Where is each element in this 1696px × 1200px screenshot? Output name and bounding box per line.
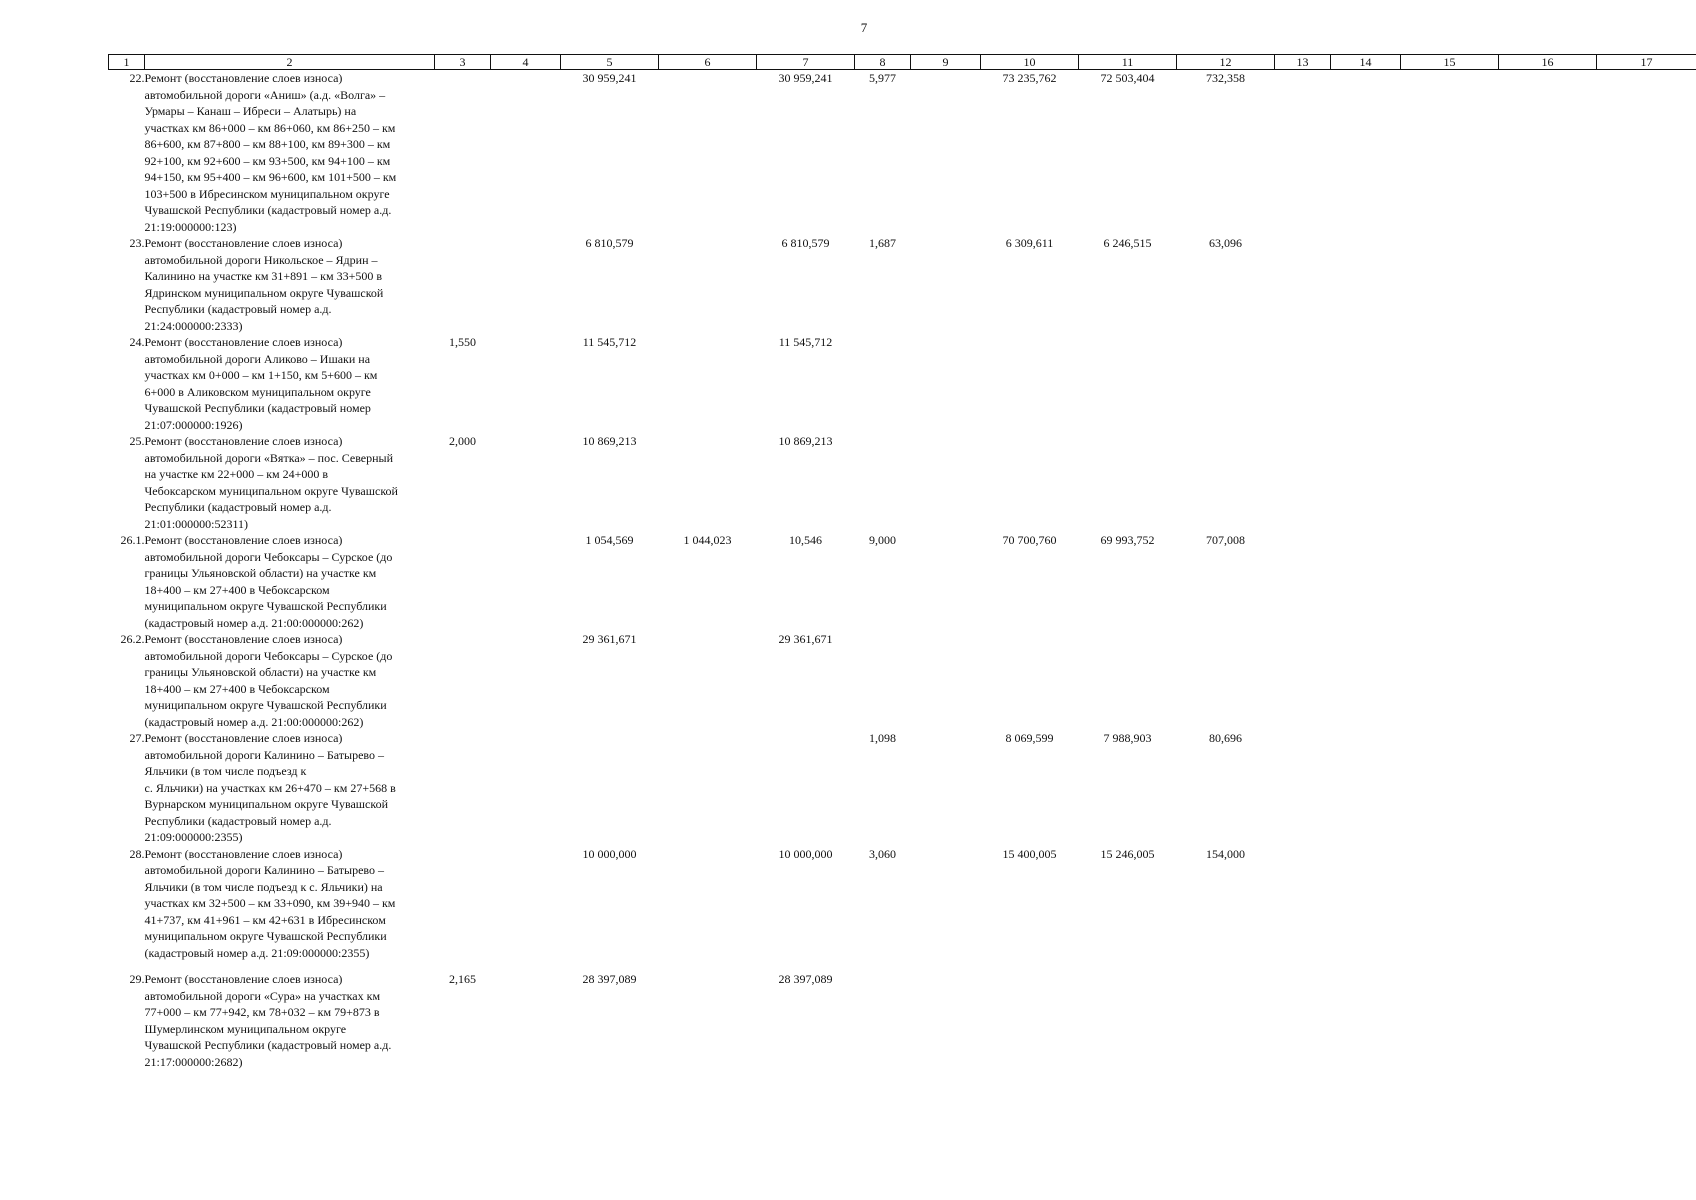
description-line: муниципальном округе Чувашской Республики <box>144 599 387 613</box>
cell-c9 <box>911 433 981 532</box>
empty-cell <box>1275 846 1331 962</box>
cell-c6 <box>659 971 757 1070</box>
empty-cell <box>1331 235 1401 334</box>
description-line: Яльчики (в том числе подъезд к <box>144 764 307 778</box>
col-header: 10 <box>981 55 1079 70</box>
cell-c4 <box>491 730 561 846</box>
row-number: 28. <box>129 846 145 861</box>
description-line: (кадастровый номер а.д. 21:00:000000:262) <box>144 615 364 630</box>
cell-c9 <box>911 971 981 1070</box>
col-header: 14 <box>1331 55 1401 70</box>
row-description <box>145 730 435 846</box>
cell-c7: 29 361,671 <box>778 632 833 646</box>
cell-c12 <box>1177 433 1275 532</box>
cell-c4 <box>491 334 561 433</box>
row-number: 22. <box>129 71 145 85</box>
empty-cell <box>1597 433 1696 532</box>
empty-cell <box>1597 532 1696 631</box>
row-description <box>145 532 435 631</box>
row-description <box>145 235 435 334</box>
cell-c10 <box>981 334 1079 433</box>
description-line: автомобильной дороги Чебоксары – Сурское (до <box>144 549 393 564</box>
cell-c12 <box>1177 334 1275 433</box>
cell-c10 <box>981 433 1079 532</box>
description-line: Ремонт (восстановление слоев износа) <box>144 533 343 547</box>
description-line: Республики (кадастровый номер а.д. <box>144 302 332 316</box>
cell-c10: 15 400,005 <box>1002 846 1057 861</box>
description-line: 18+400 – км 27+400 в Чебоксарском <box>144 582 330 597</box>
empty-cell <box>1401 846 1499 962</box>
table-row <box>109 971 1696 1070</box>
cell-c3: 2,000 <box>449 434 476 448</box>
description-line: 18+400 – км 27+400 в Чебоксарском <box>144 681 330 696</box>
cell-c5: 28 397,089 <box>582 972 637 986</box>
col-header: 17 <box>1597 55 1696 70</box>
description-line: Республики (кадастровый номер а.д. <box>144 500 332 514</box>
cell-c12: 63,096 <box>1209 236 1242 250</box>
description-line: 21:01:000000:52311) <box>144 516 249 531</box>
col-header: 5 <box>561 55 659 70</box>
empty-cell <box>1331 730 1401 846</box>
cell-c10 <box>981 631 1079 730</box>
empty-cell <box>1275 70 1331 236</box>
table-row <box>109 70 1696 236</box>
table-row <box>109 730 1696 846</box>
row-spacer <box>109 961 1696 971</box>
col-header: 8 <box>855 55 911 70</box>
description-line: 21:09:000000:2355) <box>144 830 243 844</box>
row-description <box>145 433 435 532</box>
description-line: Шумерлинском муниципальном округе <box>144 1021 347 1036</box>
cell-c7: 30 959,241 <box>778 71 833 85</box>
empty-cell <box>1597 334 1696 433</box>
description-line: автомобильной дороги Чебоксары – Сурское (до <box>144 648 393 663</box>
empty-cell <box>1331 532 1401 631</box>
empty-cell <box>1275 532 1331 631</box>
description-line: Ремонт (восстановление слоев износа) <box>144 972 343 986</box>
empty-cell <box>1499 334 1597 433</box>
empty-cell <box>1597 730 1696 846</box>
description-line: автомобильной дороги Аликово – Ишаки на <box>144 351 371 366</box>
cell-c8 <box>855 971 911 1070</box>
empty-cell <box>1401 730 1499 846</box>
description-line: Ремонт (восстановление слоев износа) <box>144 434 343 448</box>
cell-c12: 707,008 <box>1206 533 1245 547</box>
cell-c3 <box>435 235 491 334</box>
row-number: 27. <box>129 731 145 745</box>
cell-c5: 11 545,712 <box>582 335 637 349</box>
empty-cell <box>1331 971 1401 1070</box>
empty-cell <box>1597 971 1696 1070</box>
description-line: (кадастровый номер а.д. 21:09:000000:2355) <box>144 945 370 960</box>
cell-c7: 11 545,712 <box>778 335 833 349</box>
col-header: 6 <box>659 55 757 70</box>
cell-c8: 1,687 <box>869 236 896 250</box>
description-line: 21:07:000000:1926) <box>144 417 243 432</box>
empty-cell <box>1499 971 1597 1070</box>
description-line: автомобильной дороги Калинино – Батырево – <box>144 863 385 877</box>
cell-c5: 30 959,241 <box>582 71 637 85</box>
cell-c8: 5,977 <box>869 71 896 85</box>
data-table <box>108 54 1696 1070</box>
empty-cell <box>1275 631 1331 730</box>
cell-c7: 10 000,000 <box>778 846 833 861</box>
table-row <box>109 235 1696 334</box>
cell-c4 <box>491 235 561 334</box>
empty-cell <box>1401 971 1499 1070</box>
cell-c4 <box>491 846 561 962</box>
cell-c5: 10 000,000 <box>582 846 637 861</box>
description-line: Чувашской Республики (кадастровый номер а.д. <box>144 1038 392 1052</box>
empty-cell <box>1275 235 1331 334</box>
empty-cell <box>1499 235 1597 334</box>
cell-c4 <box>491 532 561 631</box>
row-number: 25. <box>129 434 145 448</box>
cell-c8 <box>855 334 911 433</box>
cell-c3 <box>435 70 491 236</box>
cell-c6 <box>659 631 757 730</box>
empty-cell <box>1499 846 1597 962</box>
cell-c12: 80,696 <box>1209 731 1242 745</box>
cell-c5 <box>561 730 659 846</box>
empty-cell <box>1401 532 1499 631</box>
description-line: 6+000 в Аликовском муниципальном округе <box>144 384 371 399</box>
description-line: муниципальном округе Чувашской Республики <box>144 929 387 943</box>
description-line: с. Яльчики) на участках км 26+470 – км 27+568 в <box>144 780 396 795</box>
col-header: 11 <box>1079 55 1177 70</box>
empty-cell <box>1331 631 1401 730</box>
empty-cell <box>1499 433 1597 532</box>
cell-c6 <box>659 730 757 846</box>
cell-c9 <box>911 334 981 433</box>
col-header: 7 <box>757 55 855 70</box>
cell-c9 <box>911 235 981 334</box>
empty-cell <box>1597 631 1696 730</box>
cell-c7: 10,546 <box>789 533 822 547</box>
empty-cell <box>1597 235 1696 334</box>
cell-c3 <box>435 532 491 631</box>
cell-c10: 6 309,611 <box>1005 236 1054 250</box>
row-description <box>145 334 435 433</box>
cell-c5: 29 361,671 <box>582 632 637 646</box>
empty-cell <box>1401 70 1499 236</box>
description-line: муниципальном округе Чувашской Республики <box>144 698 387 712</box>
empty-cell <box>1499 532 1597 631</box>
cell-c10: 73 235,762 <box>1002 71 1057 85</box>
table-row <box>109 532 1696 631</box>
description-line: на участке км 22+000 – км 24+000 в <box>144 467 329 481</box>
col-header: 13 <box>1275 55 1331 70</box>
description-line: автомобильной дороги «Аниш» (а.д. «Волга» – <box>144 87 386 102</box>
cell-c10: 70 700,760 <box>1002 533 1057 547</box>
cell-c12: 154,000 <box>1206 846 1245 861</box>
description-line: участках км 32+500 – км 33+090, км 39+940 – км <box>144 896 396 910</box>
cell-c3: 1,550 <box>449 335 476 349</box>
cell-c6 <box>659 334 757 433</box>
cell-c6 <box>659 235 757 334</box>
col-header: 12 <box>1177 55 1275 70</box>
empty-cell <box>1331 334 1401 433</box>
row-number: 23. <box>129 236 145 250</box>
cell-c8 <box>855 433 911 532</box>
table-row <box>109 846 1696 962</box>
description-line: Калинино на участке км 31+891 – км 33+500 в <box>144 269 383 283</box>
cell-c7: 10 869,213 <box>778 434 833 448</box>
cell-c3 <box>435 846 491 962</box>
description-line: Ремонт (восстановление слоев износа) <box>144 632 343 646</box>
description-line: Чебоксарском муниципальном округе Чувашской <box>144 483 398 498</box>
table-body <box>109 70 1696 1071</box>
description-line: 94+150, км 95+400 – км 96+600, км 101+500 – км <box>144 170 397 184</box>
cell-c4 <box>491 70 561 236</box>
empty-cell <box>1331 70 1401 236</box>
cell-c9 <box>911 846 981 962</box>
cell-c11: 69 993,752 <box>1100 533 1155 547</box>
empty-cell <box>1275 433 1331 532</box>
table-row <box>109 334 1696 433</box>
cell-c11 <box>1079 971 1177 1070</box>
cell-c5: 1 054,569 <box>585 533 634 547</box>
table-row <box>109 631 1696 730</box>
cell-c10: 8 069,599 <box>1005 731 1054 745</box>
cell-c12: 732,358 <box>1206 71 1245 85</box>
cell-c12 <box>1177 971 1275 1070</box>
col-header: 1 <box>109 55 145 70</box>
row-description <box>145 846 435 962</box>
cell-c3 <box>435 730 491 846</box>
cell-c10 <box>981 971 1079 1070</box>
description-line: автомобильной дороги «Сура» на участках км <box>144 988 381 1003</box>
description-line: Яльчики (в том числе подъезд к с. Яльчики) на <box>144 879 383 894</box>
description-line: 92+100, км 92+600 – км 93+500, км 94+100 – км <box>144 153 391 168</box>
description-line: границы Ульяновской области) на участке км <box>144 665 377 679</box>
cell-c12 <box>1177 631 1275 730</box>
description-line: 21:19:000000:123) <box>144 219 237 234</box>
description-line: участках км 86+000 – км 86+060, км 86+250 – км <box>144 120 396 135</box>
cell-c8: 9,000 <box>869 533 896 547</box>
description-line: 86+600, км 87+800 – км 88+100, км 89+300 – км <box>144 137 391 151</box>
col-header: 2 <box>145 55 435 70</box>
row-description <box>145 631 435 730</box>
description-line: границы Ульяновской области) на участке км <box>144 566 377 580</box>
cell-c6 <box>659 433 757 532</box>
description-line: автомобильной дороги «Вятка» – пос. Северный <box>144 450 394 465</box>
cell-c6 <box>659 846 757 962</box>
description-line: автомобильной дороги Никольское – Ядрин – <box>144 252 378 267</box>
cell-c11: 72 503,404 <box>1100 71 1155 85</box>
empty-cell <box>1401 334 1499 433</box>
cell-c6 <box>659 70 757 236</box>
row-number: 26.1. <box>120 533 145 547</box>
cell-c5: 10 869,213 <box>582 434 637 448</box>
empty-cell <box>1401 631 1499 730</box>
cell-c9 <box>911 631 981 730</box>
cell-c11: 15 246,005 <box>1100 846 1155 861</box>
row-number: 29. <box>129 972 145 986</box>
description-line: Ремонт (восстановление слоев износа) <box>144 335 343 349</box>
table-row <box>109 433 1696 532</box>
empty-cell <box>1597 70 1696 236</box>
empty-cell <box>1499 631 1597 730</box>
cell-c3 <box>435 631 491 730</box>
description-line: Вурнарском муниципальном округе Чувашской <box>144 797 388 811</box>
description-line: участках км 0+000 – км 1+150, км 5+600 – км <box>144 368 378 382</box>
empty-cell <box>1401 235 1499 334</box>
cell-c11: 7 988,903 <box>1103 731 1152 745</box>
cell-c7: 6 810,579 <box>781 236 830 250</box>
empty-cell <box>1275 334 1331 433</box>
cell-c6: 1 044,023 <box>683 533 732 547</box>
row-description <box>145 971 435 1070</box>
empty-cell <box>1331 433 1401 532</box>
description-line: (кадастровый номер а.д. 21:00:000000:262) <box>144 714 364 729</box>
description-line: Чувашской Республики (кадастровый номер а.д. <box>144 203 392 217</box>
cell-c4 <box>491 433 561 532</box>
cell-c11 <box>1079 631 1177 730</box>
description-line: Ремонт (восстановление слоев износа) <box>144 71 343 85</box>
cell-c4 <box>491 631 561 730</box>
spacer-cell <box>109 961 1696 971</box>
page-number: 7 <box>860 20 868 35</box>
col-header: 9 <box>911 55 981 70</box>
cell-c7 <box>757 730 855 846</box>
description-line: 103+500 в Ибресинском муниципальном округе <box>144 186 390 201</box>
description-line: Ремонт (восстановление слоев износа) <box>144 846 343 861</box>
col-header: 4 <box>491 55 561 70</box>
col-header: 3 <box>435 55 491 70</box>
row-description <box>145 70 435 236</box>
empty-cell <box>1275 971 1331 1070</box>
cell-c11 <box>1079 433 1177 532</box>
cell-c11: 6 246,515 <box>1103 236 1152 250</box>
description-line: Чувашской Республики (кадастровый номер <box>144 401 371 415</box>
description-line: 41+737, км 41+961 – км 42+631 в Ибресинском <box>144 912 386 927</box>
description-line: 21:17:000000:2682) <box>144 1054 243 1069</box>
cell-c9 <box>911 532 981 631</box>
cell-c8: 3,060 <box>869 846 896 861</box>
col-header: 15 <box>1401 55 1499 70</box>
col-header: 16 <box>1499 55 1597 70</box>
cell-c9 <box>911 730 981 846</box>
description-line: Ремонт (восстановление слоев износа) <box>144 731 343 745</box>
cell-c8: 1,098 <box>869 731 896 745</box>
description-line: Ремонт (восстановление слоев износа) <box>144 236 343 250</box>
description-line: 77+000 – км 77+942, км 78+032 – км 79+873 в <box>144 1005 380 1019</box>
row-number: 26.2. <box>120 632 145 646</box>
empty-cell <box>1275 730 1331 846</box>
column-number-header <box>109 55 1696 70</box>
description-line: Урмары – Канаш – Ибреси – Алатырь) на <box>144 104 357 118</box>
empty-cell <box>1331 846 1401 962</box>
cell-c4 <box>491 971 561 1070</box>
cell-c11 <box>1079 334 1177 433</box>
cell-c3: 2,165 <box>449 972 476 986</box>
empty-cell <box>1499 70 1597 236</box>
cell-c7: 28 397,089 <box>778 972 833 986</box>
description-line: автомобильной дороги Калинино – Батырево – <box>144 747 385 762</box>
empty-cell <box>1597 846 1696 962</box>
row-number: 24. <box>129 335 145 349</box>
cell-c5: 6 810,579 <box>585 236 634 250</box>
cell-c9 <box>911 70 981 236</box>
cell-c8 <box>855 631 911 730</box>
empty-cell <box>1499 730 1597 846</box>
description-line: 21:24:000000:2333) <box>144 318 243 333</box>
description-line: Республики (кадастровый номер а.д. <box>144 813 332 828</box>
description-line: Ядринском муниципальном округе Чувашской <box>144 285 384 300</box>
empty-cell <box>1401 433 1499 532</box>
